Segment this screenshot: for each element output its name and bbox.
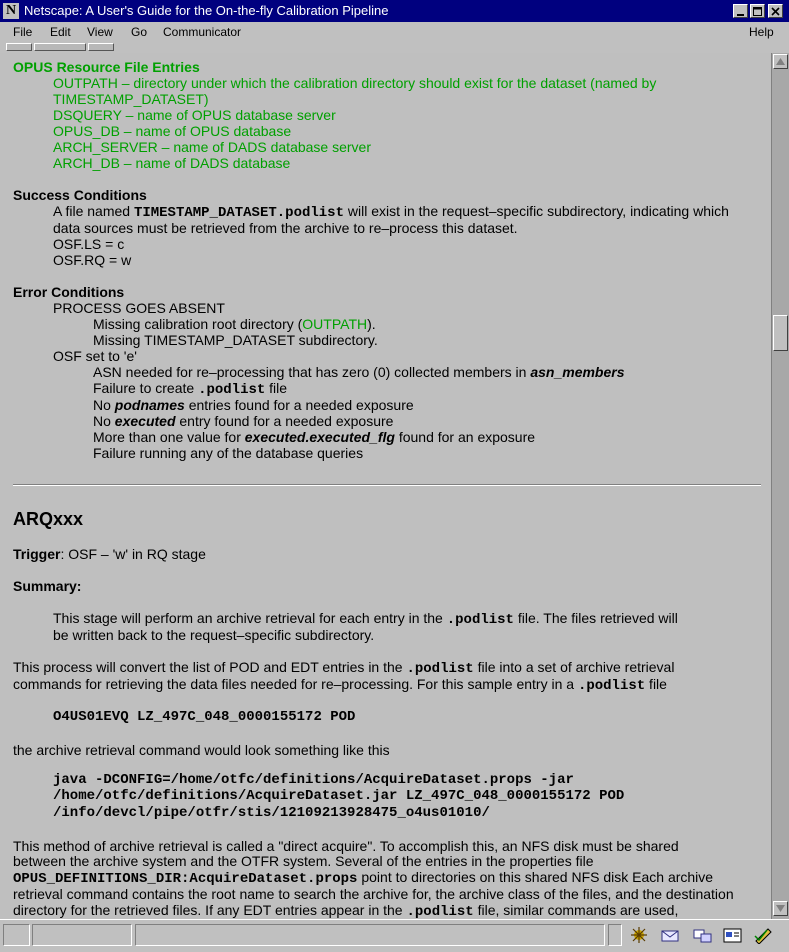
discussion-icon[interactable] bbox=[692, 926, 714, 944]
mail-icon[interactable] bbox=[660, 926, 682, 944]
text: Failure to create bbox=[93, 380, 199, 396]
maximize-icon bbox=[751, 6, 764, 18]
method-line-5 bbox=[13, 902, 678, 919]
toolbar-tab-location[interactable] bbox=[34, 43, 86, 51]
text: file bbox=[645, 676, 667, 692]
text: This stage will perform an archive retrieval for each entry in the bbox=[53, 610, 447, 626]
collapsed-toolbars bbox=[0, 42, 789, 53]
text: No bbox=[93, 413, 115, 429]
scroll-thumb[interactable] bbox=[773, 315, 788, 351]
resource-file-heading: OPUS Resource File Entries bbox=[13, 59, 200, 75]
command-line-3: /info/devcl/pipe/otfr/stis/12109213928475_o4us01010/ bbox=[53, 805, 490, 821]
table-name: executed bbox=[114, 413, 176, 429]
toolbar-tab-navigation[interactable] bbox=[6, 43, 32, 51]
toolbar-tab-personal[interactable] bbox=[88, 43, 114, 51]
section-divider bbox=[13, 484, 761, 486]
security-indicator[interactable] bbox=[3, 924, 30, 946]
error-e2 bbox=[93, 380, 287, 398]
method-line-3 bbox=[13, 869, 713, 887]
arrow-down-icon bbox=[774, 902, 787, 915]
menu-go[interactable]: Go bbox=[131, 25, 148, 39]
text: file, similar commands are used, bbox=[473, 902, 679, 918]
text: This process will convert the list of POD and EDT entries in the bbox=[13, 659, 407, 675]
error-conditions-heading: Error Conditions bbox=[13, 284, 125, 300]
composer-icon[interactable] bbox=[722, 926, 744, 944]
text: point to directories on this shared NFS disk Each archive bbox=[357, 869, 714, 885]
table-name: asn_members bbox=[530, 364, 625, 380]
opus-db-entry[interactable]: OPUS_DB – name of OPUS database bbox=[53, 123, 292, 139]
text: file into a set of archive retrieval bbox=[473, 659, 675, 675]
text: ). bbox=[367, 316, 376, 332]
success-line-3: OSF.LS = c bbox=[53, 236, 125, 252]
error-absent-2: Missing TIMESTAMP_DATASET subdirectory. bbox=[93, 332, 378, 348]
minimize-icon bbox=[734, 6, 747, 18]
success-line-1 bbox=[53, 203, 729, 221]
arq-heading: ARQxxx bbox=[13, 509, 84, 529]
dsquery-entry[interactable]: DSQUERY – name of OPUS database server bbox=[53, 107, 336, 123]
podlist-filename: TIMESTAMP_DATASET.podlist bbox=[133, 205, 344, 221]
text: file. The files retrieved will bbox=[513, 610, 678, 626]
text: will exist in the request–specific subdirectory, indicating which bbox=[343, 203, 729, 219]
field-name: executed.executed_flg bbox=[244, 429, 395, 445]
success-line-4: OSF.RQ = w bbox=[53, 252, 132, 268]
status-grip bbox=[608, 924, 622, 946]
close-icon bbox=[769, 6, 782, 18]
trigger-text: : OSF – 'w' in RQ stage bbox=[60, 546, 206, 562]
vertical-scrollbar[interactable] bbox=[771, 53, 789, 919]
method-line-4: retrieval command contains the root name to search the archive for, the archive class of the files, and the destination bbox=[13, 886, 734, 902]
menu-communicator[interactable]: Communicator bbox=[163, 25, 242, 39]
table-name: podnames bbox=[114, 397, 185, 413]
text: commands for retrieving the data files needed for re–processing. For this sample entry in a bbox=[13, 676, 578, 692]
text: entry found for a needed exposure bbox=[175, 413, 394, 429]
text: Missing calibration root directory ( bbox=[93, 316, 303, 332]
error-e5 bbox=[93, 429, 535, 445]
success-line-2: data sources must be retrieved from the archive to re–process this dataset. bbox=[53, 220, 518, 236]
progress-field bbox=[32, 924, 132, 946]
maximize-button[interactable] bbox=[750, 4, 765, 18]
command-line-2: /home/otfc/definitions/AcquireDataset.jar LZ_497C_048_0000155172 POD bbox=[53, 788, 625, 804]
arrow-up-icon bbox=[774, 55, 787, 68]
scroll-up-button[interactable] bbox=[773, 54, 788, 69]
process-line-1 bbox=[13, 659, 674, 677]
menu-view[interactable]: View bbox=[87, 25, 113, 39]
error-e3 bbox=[93, 397, 414, 413]
method-line-2: between the archive system and the OTFR system. Several of the entries in the properties file bbox=[13, 853, 594, 869]
podlist-filename: .podlist bbox=[406, 904, 474, 919]
summary-line-1 bbox=[53, 610, 678, 628]
props-filename: OPUS_DEFINITIONS_DIR:AcquireDataset.props bbox=[13, 871, 358, 887]
text: More than one value for bbox=[93, 429, 245, 445]
sample-entry-code: O4US01EVQ LZ_497C_048_0000155172 POD bbox=[53, 709, 356, 725]
close-button[interactable] bbox=[768, 4, 783, 18]
trigger-label: Trigger bbox=[13, 546, 61, 562]
document-content bbox=[0, 53, 771, 919]
outpath-line-2[interactable]: TIMESTAMP_DATASET) bbox=[53, 91, 209, 107]
menu-bar bbox=[0, 22, 789, 42]
error-osf: OSF set to 'e' bbox=[53, 348, 137, 364]
minimize-button[interactable] bbox=[733, 4, 748, 18]
outpath-line-1[interactable]: OUTPATH – directory under which the calibration directory should exist for the dataset (named by bbox=[53, 75, 657, 91]
success-conditions-heading: Success Conditions bbox=[13, 187, 147, 203]
process-line-2 bbox=[13, 676, 667, 694]
podlist-filename: .podlist bbox=[446, 612, 514, 628]
menu-file[interactable]: File bbox=[13, 25, 33, 39]
command-line-1: java -DCONFIG=/home/otfc/definitions/AcquireDataset.props -jar bbox=[53, 772, 574, 788]
menu-edit[interactable]: Edit bbox=[50, 25, 71, 39]
menu-help[interactable]: Help bbox=[749, 25, 774, 39]
text: entries found for a needed exposure bbox=[184, 397, 414, 413]
podlist-filename: .podlist bbox=[577, 678, 646, 694]
security-icon[interactable] bbox=[628, 926, 650, 944]
text: found for an exposure bbox=[394, 429, 536, 445]
summary-label: Summary: bbox=[13, 578, 82, 594]
status-bar bbox=[0, 919, 789, 952]
method-line-1: This method of archive retrieval is called a "direct acquire". To accomplish this, an NFS disk must be shared bbox=[13, 838, 679, 854]
text: file bbox=[265, 380, 288, 396]
error-absent-1 bbox=[93, 316, 376, 332]
text: directory for the retrieved files. If any EDT entries appear in the bbox=[13, 902, 407, 918]
podlist-filename: .podlist bbox=[406, 661, 474, 677]
compose-icon[interactable] bbox=[753, 926, 775, 944]
text: A file named bbox=[53, 203, 134, 219]
summary-line-2: be written back to the request–specific subdirectory. bbox=[53, 627, 375, 643]
text: No bbox=[93, 397, 115, 413]
trigger-line bbox=[13, 546, 206, 562]
window-titlebar bbox=[0, 0, 789, 22]
status-message-field bbox=[135, 924, 605, 946]
error-e1 bbox=[93, 364, 625, 380]
error-absent: PROCESS GOES ABSENT bbox=[53, 300, 225, 316]
podlist-filename: .podlist bbox=[198, 382, 266, 398]
arch-server-entry[interactable]: ARCH_SERVER – name of DADS database server bbox=[53, 139, 371, 155]
command-intro: the archive retrieval command would look something like this bbox=[13, 742, 390, 758]
window-title: Netscape: A User's Guide for the On-the-fly Calibration Pipeline bbox=[24, 3, 389, 18]
scroll-down-button[interactable] bbox=[773, 901, 788, 916]
text: ASN needed for re–processing that has zero (0) collected members in bbox=[93, 364, 531, 380]
arch-db-entry[interactable]: ARCH_DB – name of DADS database bbox=[53, 155, 291, 171]
netscape-app-icon[interactable]: N bbox=[3, 3, 19, 19]
outpath-link[interactable]: OUTPATH bbox=[302, 316, 368, 332]
error-e6: Failure running any of the database queries bbox=[93, 445, 364, 461]
error-e4 bbox=[93, 413, 393, 429]
